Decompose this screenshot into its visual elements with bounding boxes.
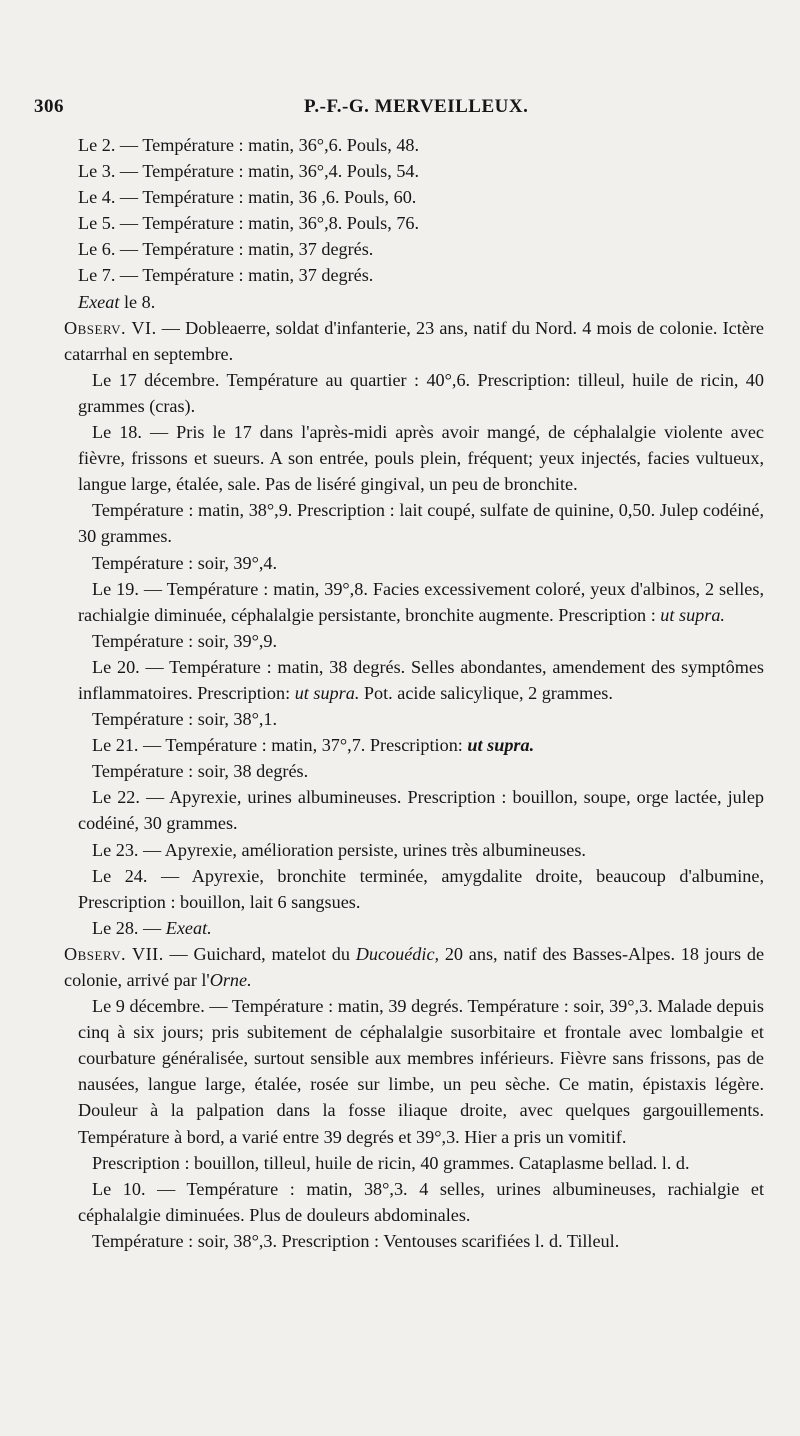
paragraph-10-evening: Température : soir, 38°,3. Prescription : Ventouses scarifiées l. d. Tilleul. <box>92 1230 620 1251</box>
paragraph-20-text: Le 20. — Température : matin, 38 degrés. Selles abondantes, amendement des symptômes inflammatoires. Prescription: <box>78 656 764 703</box>
paragraph-19 <box>78 576 764 628</box>
paragraph-20 <box>78 654 764 706</box>
paragraph-9: Le 9 décembre. — Température : matin, 39 degrés. Température : soir, 39°,3. Malade depuis cinq à six jours; pris subitement de céphalalgie susorbitaire et frontale avec lombalgie et courbature généralisée, surtout sensible aux membres inférieurs. Fièvre sans frissons, pas de nausées, langue large, étalée, rosée sur limbe, un peu sèche. Ce matin, épistaxis légère. Douleur à la palpation dans la fosse iliaque droite, avec quelques gargouillements. Température à bord, a varié entre 39 degrés et 39°,3. Hier a pris un vomitif. <box>78 996 764 1147</box>
paragraph-20-rest: Pot. acide salicylique, 2 grammes. <box>359 682 613 703</box>
observation-label: Observ. VII. <box>64 943 164 964</box>
paragraph-22: Le 22. — Apyrexie, urines albumineuses. Prescription : bouillon, soupe, orge lactée, julep codéiné, 30 grammes. <box>78 787 764 834</box>
paragraph-24: Le 24. — Apyrexie, bronchite terminée, amygdalite droite, beaucoup d'albumine, Prescription : bouillon, lait 6 sangsues. <box>78 865 764 912</box>
paragraph-19-text: Le 19. — Température : matin, 39°,8. Facies excessivement coloré, yeux d'albinos, 2 selles, rachialgie diminuée, céphalalgie persistante, bronchite augmente. Prescription : <box>78 578 764 625</box>
exeat-word: Exeat <box>78 291 120 312</box>
paragraph-18-evening: Température : soir, 39°,4. <box>92 552 278 573</box>
paragraph-28 <box>78 915 764 941</box>
ship-name: Ducouédic, <box>355 943 440 964</box>
page-body <box>64 132 765 1254</box>
observation-6-heading <box>64 315 764 367</box>
paragraph-21-evening: Température : soir, 38 degrés. <box>92 761 309 782</box>
paragraph-9-prescription: Prescription : bouillon, tilleul, huile de ricin, 40 grammes. Cataplasme bellad. l. d. <box>92 1152 690 1173</box>
paragraph-21 <box>78 732 764 758</box>
observation-intro-rest: 20 ans, natif des Basses-Alpes. 18 jours de colonie, arrivé par l' <box>64 943 765 990</box>
exeat-word: Exeat. <box>165 917 212 938</box>
paragraph-28-text: Le 28. — <box>92 917 166 938</box>
observation-label: Observ. VI. <box>64 317 157 338</box>
exeat-line <box>78 289 764 315</box>
paragraph-20-evening: Température : soir, 38°,1. <box>92 709 278 730</box>
exeat-date: le 8. <box>119 291 156 312</box>
daily-entry: Le 4. — Température : matin, 36 ,6. Pouls, 60. <box>78 187 417 208</box>
ship-name: Orne. <box>209 970 252 990</box>
daily-entry: Le 6. — Température : matin, 37 degrés. <box>78 239 374 260</box>
observation-intro: — Guichard, matelot du <box>163 943 356 964</box>
daily-entry: Le 2. — Température : matin, 36°,6. Pouls, 48. <box>78 135 420 155</box>
daily-entry: Le 7. — Température : matin, 37 degrés. <box>78 265 374 286</box>
ut-supra: ut supra. <box>660 604 725 625</box>
running-title: P.-F.-G. MERVEILLEUX. <box>304 96 529 117</box>
page-header <box>34 96 764 118</box>
ut-supra: ut supra. <box>467 735 535 756</box>
paragraph-23: Le 23. — Apyrexie, amélioration persiste, urines très albumineuses. <box>92 839 586 860</box>
paragraph-18-temp: Température : matin, 38°,9. Prescription : lait coupé, sulfate de quinine, 0,50. Julep codéiné, 30 grammes. <box>78 500 764 547</box>
paragraph-17: Le 17 décembre. Température au quartier : 40°,6. Prescription: tilleul, huile de ricin, 40 grammes (cras). <box>78 369 764 416</box>
paragraph-10: Le 10. — Température : matin, 38°,3. 4 selles, urines albumineuses, rachialgie et céphalalgie diminuées. Plus de douleurs abdominales. <box>78 1178 764 1225</box>
observation-7-heading <box>64 941 764 993</box>
daily-entry: Le 5. — Température : matin, 36°,8. Pouls, 76. <box>78 213 420 234</box>
paragraph-19-evening: Température : soir, 39°,9. <box>92 630 278 651</box>
paragraph-21-text: Le 21. — Température : matin, 37°,7. Prescription: <box>92 735 468 756</box>
page-number: 306 <box>34 96 64 117</box>
observation-intro: — Dobleaerre, soldat d'infanterie, 23 ans, natif du Nord. 4 mois de colonie. Ictère catarrhal en septembre. <box>64 317 764 364</box>
ut-supra: ut supra. <box>294 682 360 703</box>
paragraph-18: Le 18. — Pris le 17 dans l'après-midi après avoir mangé, de céphalalgie violente avec fièvre, frissons et sueurs. A son entrée, pouls plein, fréquent; yeux injectés, facies vultueux, langue large, étalée, sale. Pas de liséré gingival, un peu de bronchite. <box>78 422 764 495</box>
daily-entry: Le 3. — Température : matin, 36°,4. Pouls, 54. <box>78 161 420 182</box>
